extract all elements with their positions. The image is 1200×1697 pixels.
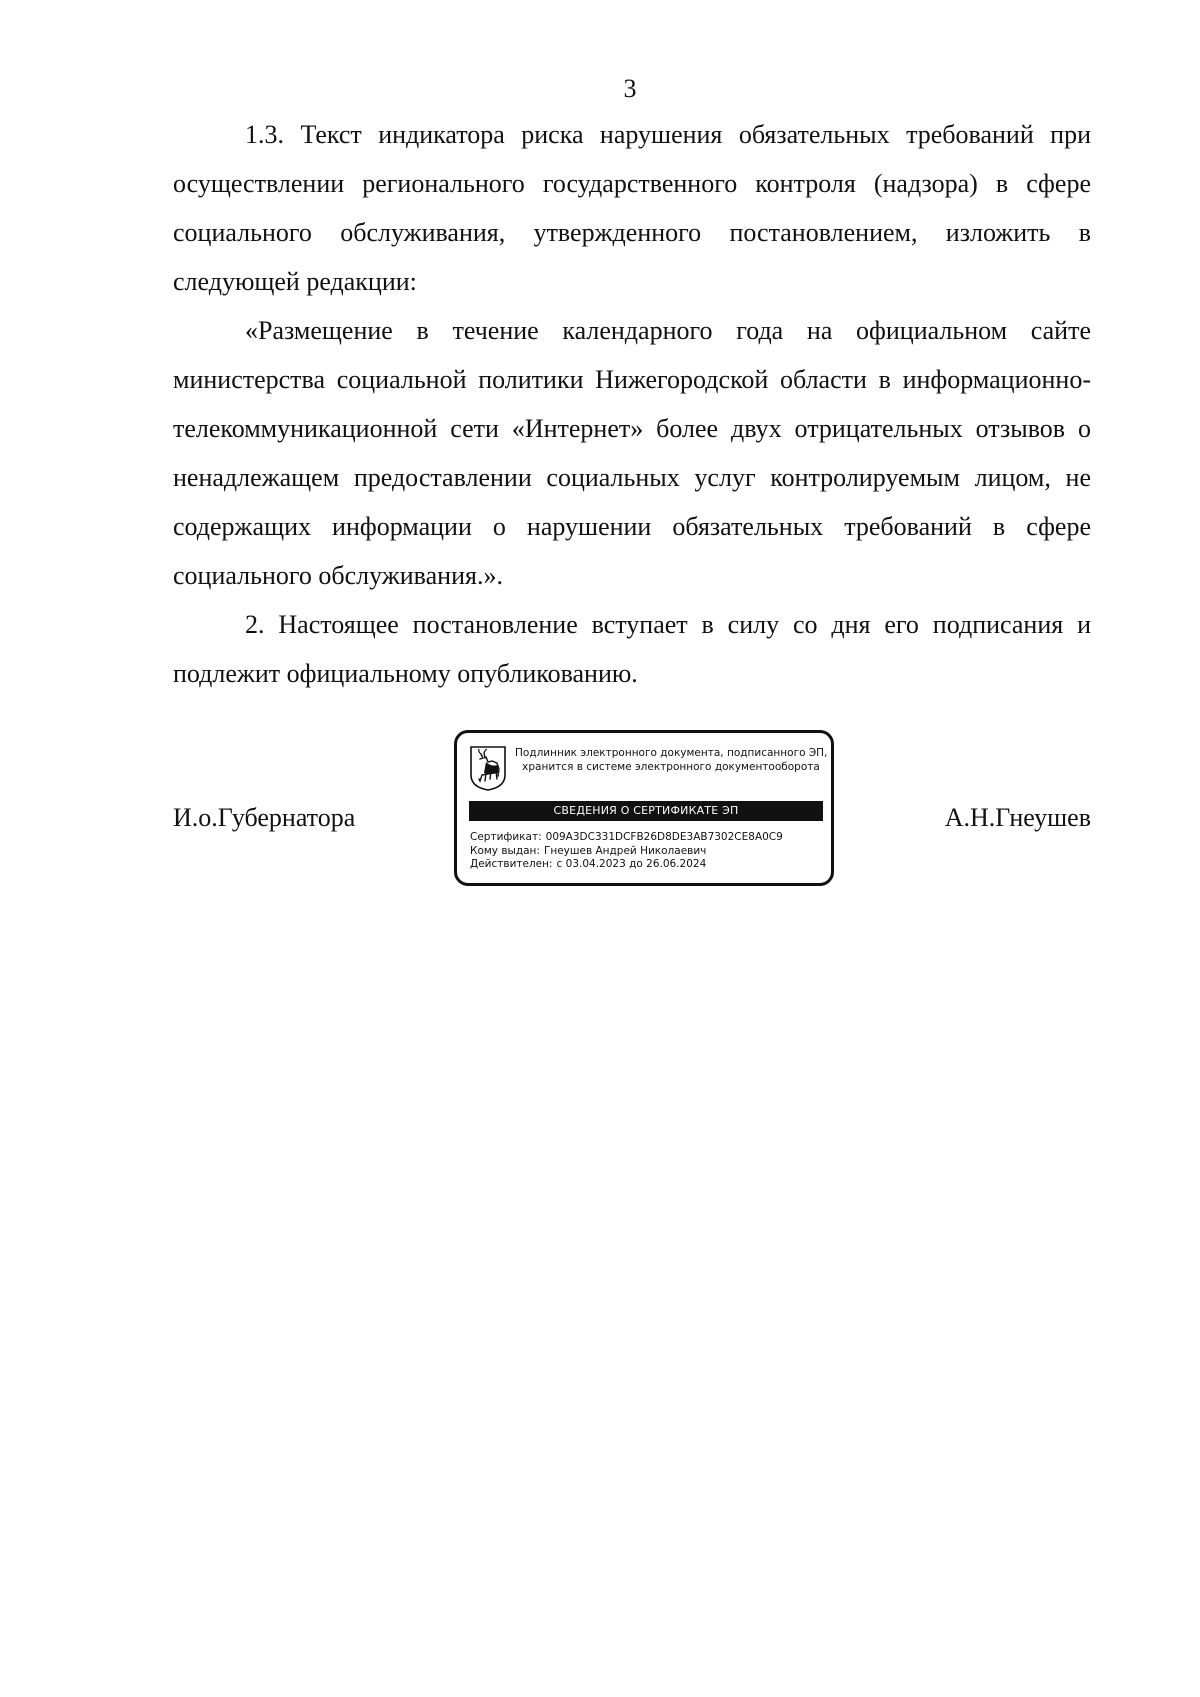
stamp-header (515, 746, 827, 774)
certificate-details (470, 831, 783, 872)
certificate-info-bar: СВЕДЕНИЯ О СЕРТИФИКАТЕ ЭП (469, 801, 823, 821)
document-body (173, 110, 1091, 698)
validity-label: Действителен: (470, 858, 553, 870)
paragraph-1-3: 1.3. Текст индикатора риска нарушения обязательных требований при осуществлении регионального государственного контроля (надзора) в сфере социального обслуживания, утвержденного постановлением, изложить в следующей редакции: (173, 120, 1091, 296)
signature-block (173, 730, 1091, 890)
certificate-row (470, 831, 783, 845)
coat-of-arms-icon (469, 745, 507, 791)
signatory-name: А.Н.Гнеушев (944, 803, 1091, 832)
issued-to-row (470, 845, 783, 859)
certificate-value: 009A3DC331DCFB26D8DE3AB7302CE8A0C9 (545, 831, 783, 843)
stamp-header-line-1: Подлинник электронного документа, подписанного ЭП, (515, 747, 828, 759)
paragraph-quote: «Размещение в течение календарного года на официальном сайте министерства социальной политики Нижегородской области в информационно-телекоммуникационной сети «Интернет» более двух отрицательных отзывов о ненадлежащем предоставлении социальных услуг контролируемым лицом, не содержащих информации о нарушении обязательных требований в сфере социального обслуживания.». (173, 316, 1091, 590)
issued-to-value: Гнеушев Андрей Николаевич (543, 844, 707, 857)
signatory-title: И.о.Губернатора (173, 803, 356, 832)
electronic-signature-stamp (454, 730, 834, 886)
page-number: 3 (623, 74, 637, 103)
stamp-header-line-2: хранится в системе электронного документооборота (522, 761, 820, 773)
validity-value: с 03.04.2023 до 26.06.2024 (556, 858, 707, 870)
validity-row (470, 858, 783, 872)
paragraph-2: 2. Настоящее постановление вступает в силу со дня его подписания и подлежит официальному опубликованию. (173, 610, 1091, 688)
issued-to-label: Кому выдан: (470, 844, 540, 857)
certificate-label: Сертификат: (470, 831, 542, 843)
